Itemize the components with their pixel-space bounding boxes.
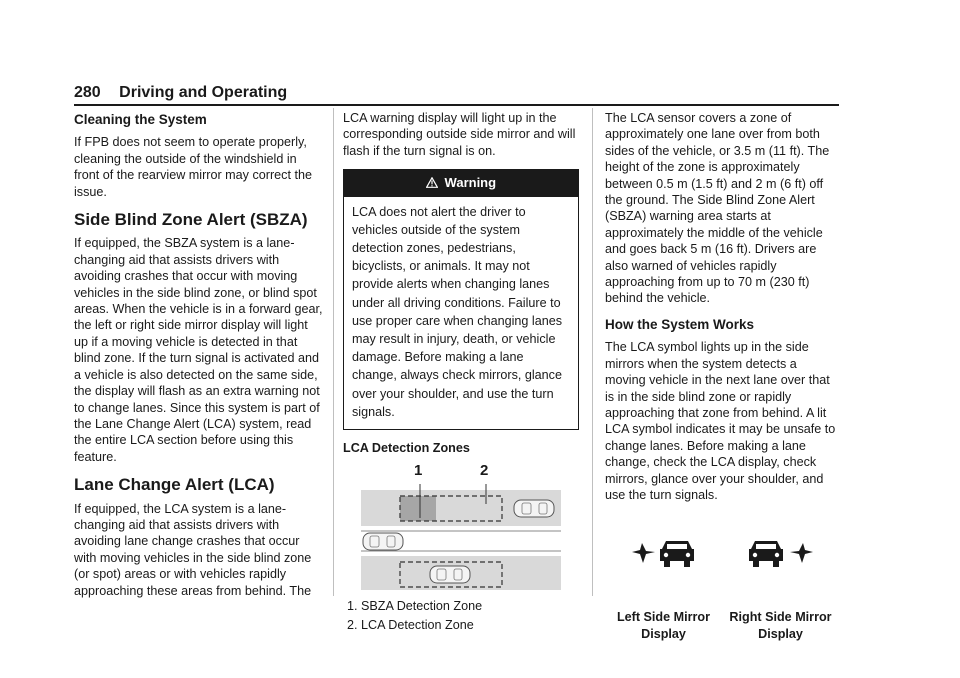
- warning-box: [343, 169, 579, 430]
- sbza-zone: [400, 496, 436, 521]
- lca-right-symbol-icon: [726, 537, 836, 571]
- legend-item: 1. SBZA Detection Zone: [361, 598, 579, 614]
- right-mirror-display: [726, 537, 836, 642]
- warning-header: [344, 170, 578, 196]
- cleaning-paragraph: If FPB does not seem to operate properly, cleaning the outside of the windshield in front of the rearview mirror may correct the issue.: [74, 135, 312, 199]
- warning-label: Warning: [444, 175, 497, 191]
- column-divider: [592, 108, 593, 596]
- cleaning-heading: Cleaning the System: [74, 112, 207, 127]
- zone-paragraph: The LCA sensor covers a zone of approximately one lane over from both sides of the vehicle, or 3.5 m (11 ft). The height of the zone is approximately between 0.5 m (1.5 ft) and 2 m (6 ft) off the ground. The Side Blind Zone Alert (SBZA) warning area starts at approximately the middle of the vehicle and goes back 5 m (16 ft). Drivers are also warned of vehicles rapidly approaching from up to 70 m (230 ft) behind the vehicle.: [605, 111, 830, 306]
- left-mirror-display: [609, 537, 719, 642]
- column-3: [605, 110, 839, 642]
- car-in-lower-zone: [430, 566, 470, 583]
- mirror-displays: [605, 537, 839, 642]
- left-mirror-label: Left Side Mirror Display: [616, 610, 711, 641]
- page-header: [74, 84, 287, 102]
- sbza-paragraph: If equipped, the SBZA system is a lane-changing aid that assists drivers with avoiding crashes that occur with moving vehicles in the side blind zone, or blind spot areas. When the vehicle is in a forward gear, the left or right side mirror display will light up if a moving vehicle is detected in that blind zone. If the turn signal is activated and a vehicle is also detected on the same side, the display will flash as an extra warning not to change lanes. Since this system is part of the Lane Change Alert (LCA) system, read the entire LCA section before using this feature.: [74, 236, 323, 464]
- section-title: Driving and Operating: [119, 84, 288, 101]
- header-rule: [74, 104, 839, 106]
- callout-2: 2: [480, 462, 489, 480]
- lca-heading: Lane Change Alert (LCA): [74, 475, 275, 495]
- column-divider: [333, 108, 334, 596]
- lca-zones-figure: [343, 462, 579, 590]
- figure-legend: [343, 598, 579, 633]
- callout-1: 1: [414, 462, 423, 480]
- how-heading: How the System Works: [605, 316, 755, 332]
- lca-paragraph: If equipped, the LCA system is a lane-changing aid that assists drivers with avoiding lane change crashes that occur with moving vehicles in the side blind zone (or spot) areas or with vehicles rapidly approaching these areas from behind. The: [74, 501, 312, 598]
- column-2: [343, 110, 579, 635]
- legend-item: 2. LCA Detection Zone: [361, 617, 579, 633]
- lca-continued-paragraph: LCA warning display will light up in the corresponding outside side mirror and will flash if the turn signal is on.: [343, 111, 576, 158]
- sbza-heading: Side Blind Zone Alert (SBZA): [74, 210, 308, 230]
- warning-triangle-icon: [426, 175, 445, 190]
- column-1: [74, 110, 324, 607]
- warning-text: LCA does not alert the driver to vehicles outside of the system detection zones, pedestrians, bicyclists, or animals. It may not provide alerts when changing lanes under all driving conditions. Failure to use proper care when changing lanes may result in injury, death, or vehicle damage. Before making a lane change, always check mirrors, glance over your shoulder, and use the turn signals.: [352, 204, 563, 419]
- lca-left-symbol-icon: [609, 537, 719, 571]
- how-paragraph: The LCA symbol lights up in the side mirrors when the system detects a moving vehicle in the next lane over that is in the side blind zone or rapidly approaching that zone from behind. A lit LCA symbol indicates it may be unsafe to change lanes. Before making a lane change, check the LCA display, check mirrors, glance over your shoulder, and use the turn signals.: [605, 340, 836, 502]
- figure-caption: LCA Detection Zones: [343, 441, 470, 456]
- right-mirror-label: Right Side Mirror Display: [729, 610, 832, 641]
- subject-vehicle: [363, 533, 403, 550]
- car-approaching-upper: [514, 500, 554, 517]
- page-number: 280: [74, 84, 101, 101]
